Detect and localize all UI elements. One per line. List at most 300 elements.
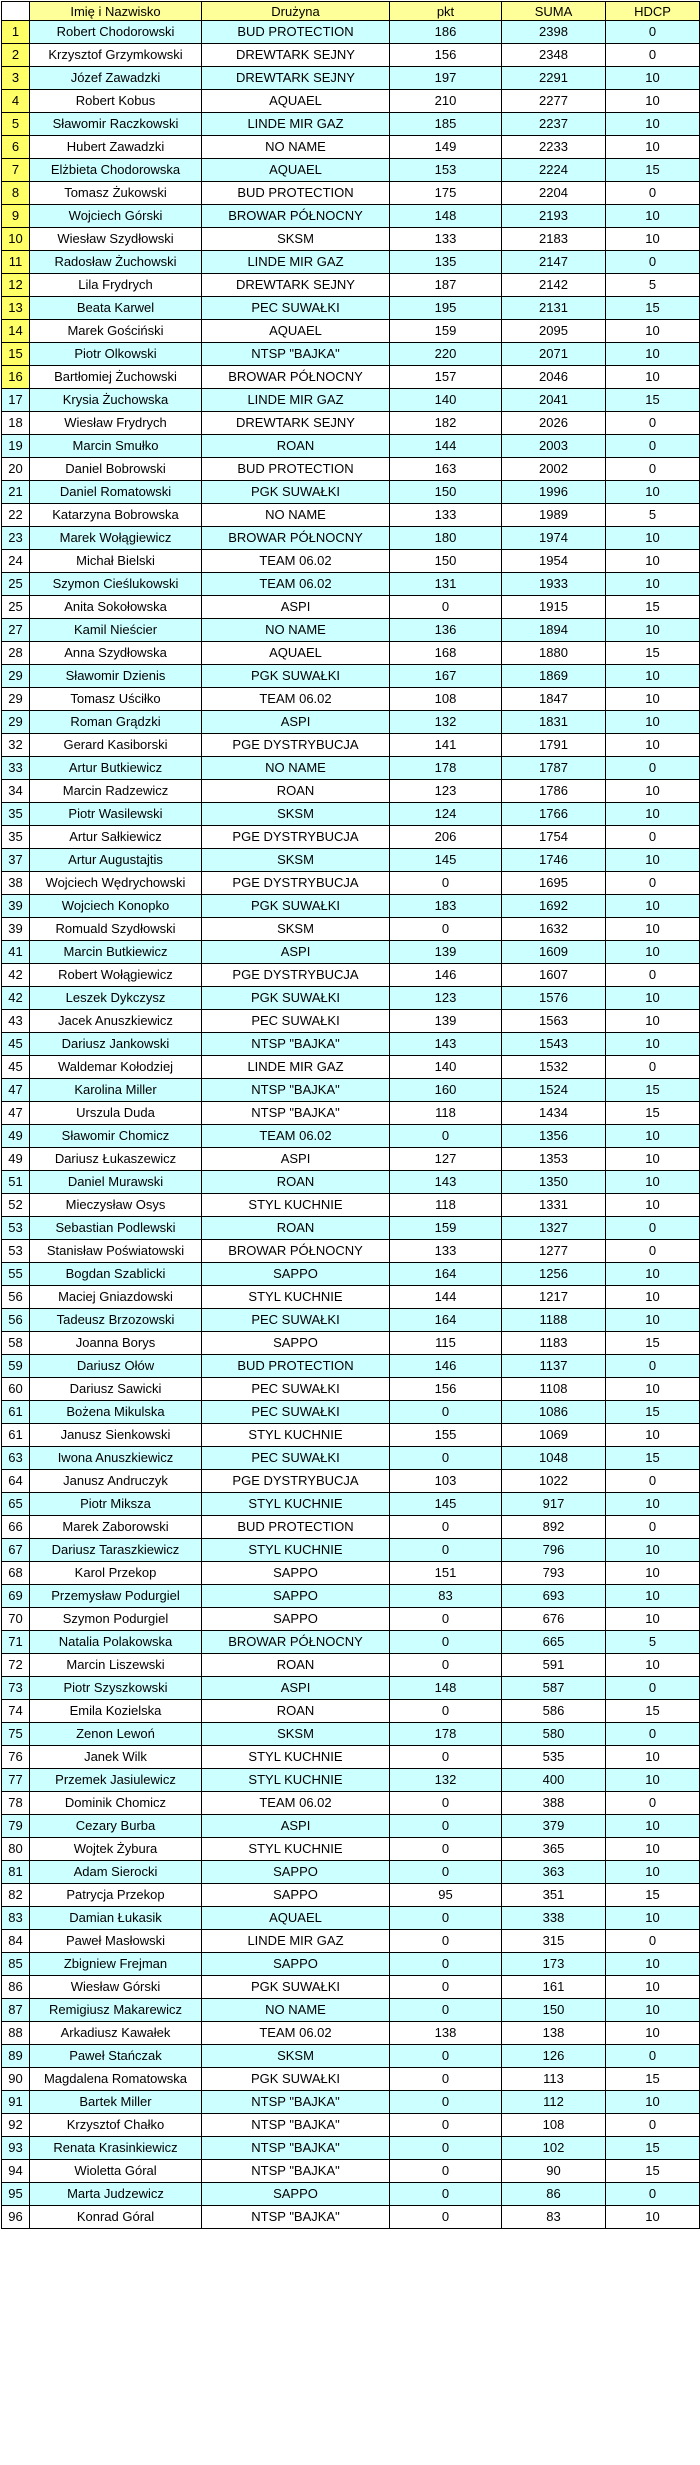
cell-pkt: 167: [390, 665, 502, 688]
cell-rank: 92: [2, 2114, 30, 2137]
cell-rank: 43: [2, 1010, 30, 1033]
cell-team: PGK SUWAŁKI: [202, 665, 390, 688]
cell-team: PGK SUWAŁKI: [202, 2068, 390, 2091]
cell-rank: 18: [2, 412, 30, 435]
cell-name: Stanisław Poświatowski: [30, 1240, 202, 1263]
cell-rank: 11: [2, 251, 30, 274]
cell-name: Artur Sałkiewicz: [30, 826, 202, 849]
table-row: [2, 1608, 700, 1631]
cell-name: Wojciech Konopko: [30, 895, 202, 918]
cell-rank: 93: [2, 2137, 30, 2160]
cell-hdcp: 10: [606, 481, 700, 504]
cell-rank: 9: [2, 205, 30, 228]
cell-suma: 1746: [502, 849, 606, 872]
cell-team: SKSM: [202, 918, 390, 941]
cell-team: STYL KUCHNIE: [202, 1746, 390, 1769]
cell-rank: 19: [2, 435, 30, 458]
cell-rank: 14: [2, 320, 30, 343]
cell-pkt: 144: [390, 435, 502, 458]
table-row: [2, 2183, 700, 2206]
cell-pkt: 0: [390, 2137, 502, 2160]
table-row: [2, 918, 700, 941]
cell-suma: 1791: [502, 734, 606, 757]
cell-hdcp: 10: [606, 665, 700, 688]
cell-rank: 72: [2, 1654, 30, 1677]
cell-name: Cezary Burba: [30, 1815, 202, 1838]
cell-pkt: 0: [390, 1907, 502, 1930]
table-row: [2, 642, 700, 665]
cell-hdcp: 10: [606, 1424, 700, 1447]
cell-rank: 49: [2, 1148, 30, 1171]
cell-suma: 351: [502, 1884, 606, 1907]
cell-rank: 87: [2, 1999, 30, 2022]
cell-suma: 1894: [502, 619, 606, 642]
cell-hdcp: 0: [606, 44, 700, 67]
cell-rank: 13: [2, 297, 30, 320]
cell-team: LINDE MIR GAZ: [202, 389, 390, 412]
table-row: [2, 1033, 700, 1056]
cell-name: Natalia Polakowska: [30, 1631, 202, 1654]
cell-suma: 1787: [502, 757, 606, 780]
cell-suma: 1831: [502, 711, 606, 734]
cell-suma: 102: [502, 2137, 606, 2160]
cell-hdcp: 0: [606, 1677, 700, 1700]
table-row: [2, 1861, 700, 1884]
cell-suma: 796: [502, 1539, 606, 1562]
cell-hdcp: 0: [606, 2114, 700, 2137]
cell-hdcp: 10: [606, 688, 700, 711]
cell-rank: 47: [2, 1079, 30, 1102]
cell-team: STYL KUCHNIE: [202, 1838, 390, 1861]
cell-name: Roman Grądzki: [30, 711, 202, 734]
cell-rank: 47: [2, 1102, 30, 1125]
cell-hdcp: 10: [606, 1815, 700, 1838]
cell-rank: 67: [2, 1539, 30, 1562]
cell-hdcp: 10: [606, 1286, 700, 1309]
cell-pkt: 138: [390, 2022, 502, 2045]
cell-suma: 2142: [502, 274, 606, 297]
cell-pkt: 185: [390, 113, 502, 136]
cell-team: STYL KUCHNIE: [202, 1769, 390, 1792]
table-row: [2, 1217, 700, 1240]
cell-pkt: 0: [390, 2091, 502, 2114]
cell-name: Dariusz Sawicki: [30, 1378, 202, 1401]
cell-name: Wiesław Frydrych: [30, 412, 202, 435]
cell-team: SKSM: [202, 1723, 390, 1746]
cell-pkt: 157: [390, 366, 502, 389]
cell-hdcp: 10: [606, 1861, 700, 1884]
cell-team: BROWAR PÓŁNOCNY: [202, 1631, 390, 1654]
cell-suma: 2026: [502, 412, 606, 435]
cell-name: Magdalena Romatowska: [30, 2068, 202, 2091]
cell-hdcp: 10: [606, 2022, 700, 2045]
cell-team: SKSM: [202, 228, 390, 251]
table-row: [2, 619, 700, 642]
cell-hdcp: 10: [606, 1746, 700, 1769]
cell-rank: 64: [2, 1470, 30, 1493]
table-row: [2, 1539, 700, 1562]
cell-team: PGE DYSTRYBUCJA: [202, 1470, 390, 1493]
cell-team: NO NAME: [202, 504, 390, 527]
table-row: [2, 320, 700, 343]
table-row: [2, 1654, 700, 1677]
cell-name: Waldemar Kołodziej: [30, 1056, 202, 1079]
cell-pkt: 187: [390, 274, 502, 297]
cell-hdcp: 15: [606, 1332, 700, 1355]
cell-team: NTSP "BAJKA": [202, 2114, 390, 2137]
cell-team: AQUAEL: [202, 159, 390, 182]
cell-hdcp: 15: [606, 2068, 700, 2091]
table-row: [2, 550, 700, 573]
cell-suma: 591: [502, 1654, 606, 1677]
cell-hdcp: 10: [606, 803, 700, 826]
table-row: [2, 1309, 700, 1332]
table-row: [2, 136, 700, 159]
cell-hdcp: 10: [606, 1838, 700, 1861]
cell-team: BUD PROTECTION: [202, 21, 390, 44]
cell-team: NO NAME: [202, 619, 390, 642]
cell-team: NTSP "BAJKA": [202, 2137, 390, 2160]
cell-rank: 66: [2, 1516, 30, 1539]
cell-rank: 58: [2, 1332, 30, 1355]
cell-name: Robert Chodorowski: [30, 21, 202, 44]
cell-hdcp: 0: [606, 2045, 700, 2068]
cell-pkt: 0: [390, 2160, 502, 2183]
table-row: [2, 389, 700, 412]
cell-hdcp: 10: [606, 1033, 700, 1056]
cell-name: Marek Wołągiewicz: [30, 527, 202, 550]
cell-pkt: 127: [390, 1148, 502, 1171]
cell-rank: 51: [2, 1171, 30, 1194]
table-row: [2, 504, 700, 527]
cell-name: Lila Frydrych: [30, 274, 202, 297]
cell-hdcp: 10: [606, 941, 700, 964]
cell-pkt: 0: [390, 1746, 502, 1769]
cell-suma: 2095: [502, 320, 606, 343]
table-row: [2, 274, 700, 297]
cell-rank: 2: [2, 44, 30, 67]
cell-rank: 3: [2, 67, 30, 90]
table-row: [2, 826, 700, 849]
cell-team: PGE DYSTRYBUCJA: [202, 964, 390, 987]
cell-suma: 1632: [502, 918, 606, 941]
cell-rank: 88: [2, 2022, 30, 2045]
cell-pkt: 210: [390, 90, 502, 113]
cell-pkt: 0: [390, 1447, 502, 1470]
cell-team: PEC SUWAŁKI: [202, 1378, 390, 1401]
cell-suma: 1989: [502, 504, 606, 527]
cell-team: ASPI: [202, 1148, 390, 1171]
cell-name: Paweł Masłowski: [30, 1930, 202, 1953]
cell-rank: 4: [2, 90, 30, 113]
header-name: Imię i Nazwisko: [30, 2, 202, 21]
table-row: [2, 2091, 700, 2114]
cell-name: Wiesław Górski: [30, 1976, 202, 1999]
cell-name: Karol Przekop: [30, 1562, 202, 1585]
cell-suma: 363: [502, 1861, 606, 1884]
cell-hdcp: 15: [606, 297, 700, 320]
cell-suma: 113: [502, 2068, 606, 2091]
cell-pkt: 150: [390, 481, 502, 504]
cell-rank: 45: [2, 1056, 30, 1079]
cell-rank: 17: [2, 389, 30, 412]
cell-pkt: 145: [390, 1493, 502, 1516]
cell-name: Bartek Miller: [30, 2091, 202, 2114]
cell-rank: 77: [2, 1769, 30, 1792]
cell-name: Artur Augustajtis: [30, 849, 202, 872]
cell-hdcp: 10: [606, 573, 700, 596]
cell-name: Marek Zaborowski: [30, 1516, 202, 1539]
cell-pkt: 95: [390, 1884, 502, 1907]
cell-pkt: 133: [390, 228, 502, 251]
table-row: [2, 343, 700, 366]
cell-name: Janusz Andruczyk: [30, 1470, 202, 1493]
cell-name: Wioletta Góral: [30, 2160, 202, 2183]
cell-name: Tomasz Uściłko: [30, 688, 202, 711]
cell-suma: 1350: [502, 1171, 606, 1194]
cell-pkt: 164: [390, 1309, 502, 1332]
cell-name: Dariusz Jankowski: [30, 1033, 202, 1056]
table-row: [2, 1516, 700, 1539]
cell-team: TEAM 06.02: [202, 1125, 390, 1148]
cell-suma: 338: [502, 1907, 606, 1930]
cell-rank: 69: [2, 1585, 30, 1608]
table-row: [2, 44, 700, 67]
cell-suma: 917: [502, 1493, 606, 1516]
cell-suma: 1356: [502, 1125, 606, 1148]
table-row: [2, 780, 700, 803]
table-row: [2, 366, 700, 389]
cell-team: ROAN: [202, 780, 390, 803]
cell-team: PEC SUWAŁKI: [202, 1447, 390, 1470]
cell-hdcp: 5: [606, 504, 700, 527]
cell-pkt: 149: [390, 136, 502, 159]
cell-rank: 81: [2, 1861, 30, 1884]
cell-suma: 1692: [502, 895, 606, 918]
cell-team: DREWTARK SEJNY: [202, 67, 390, 90]
cell-rank: 24: [2, 550, 30, 573]
cell-name: Tadeusz Brzozowski: [30, 1309, 202, 1332]
cell-pkt: 180: [390, 527, 502, 550]
cell-team: ASPI: [202, 1677, 390, 1700]
cell-pkt: 0: [390, 1401, 502, 1424]
cell-name: Piotr Wasilewski: [30, 803, 202, 826]
cell-pkt: 0: [390, 1953, 502, 1976]
cell-suma: 161: [502, 1976, 606, 1999]
cell-rank: 41: [2, 941, 30, 964]
cell-suma: 400: [502, 1769, 606, 1792]
cell-pkt: 159: [390, 1217, 502, 1240]
cell-name: Bartłomiej Żuchowski: [30, 366, 202, 389]
cell-team: NTSP "BAJKA": [202, 1033, 390, 1056]
cell-name: Marcin Liszewski: [30, 1654, 202, 1677]
cell-rank: 5: [2, 113, 30, 136]
cell-pkt: 0: [390, 1125, 502, 1148]
cell-suma: 693: [502, 1585, 606, 1608]
table-row: [2, 1263, 700, 1286]
cell-suma: 83: [502, 2206, 606, 2229]
cell-rank: 25: [2, 573, 30, 596]
cell-team: SAPPO: [202, 1585, 390, 1608]
cell-hdcp: 10: [606, 918, 700, 941]
cell-pkt: 140: [390, 1056, 502, 1079]
cell-rank: 42: [2, 987, 30, 1010]
cell-name: Marcin Radzewicz: [30, 780, 202, 803]
header-pkt: pkt: [390, 2, 502, 21]
cell-pkt: 197: [390, 67, 502, 90]
cell-pkt: 151: [390, 1562, 502, 1585]
cell-suma: 112: [502, 2091, 606, 2114]
cell-rank: 61: [2, 1401, 30, 1424]
table-row: [2, 1424, 700, 1447]
table-row: [2, 665, 700, 688]
cell-team: STYL KUCHNIE: [202, 1493, 390, 1516]
cell-hdcp: 15: [606, 389, 700, 412]
cell-hdcp: 15: [606, 159, 700, 182]
cell-hdcp: 15: [606, 1401, 700, 1424]
cell-hdcp: 0: [606, 964, 700, 987]
table-row: [2, 2137, 700, 2160]
cell-pkt: 186: [390, 21, 502, 44]
cell-hdcp: 10: [606, 136, 700, 159]
cell-hdcp: 10: [606, 1999, 700, 2022]
cell-pkt: 0: [390, 1999, 502, 2022]
cell-rank: 96: [2, 2206, 30, 2229]
cell-hdcp: 10: [606, 343, 700, 366]
cell-team: PGE DYSTRYBUCJA: [202, 872, 390, 895]
cell-hdcp: 10: [606, 550, 700, 573]
table-row: [2, 1769, 700, 1792]
cell-hdcp: 10: [606, 228, 700, 251]
table-row: [2, 251, 700, 274]
cell-pkt: 139: [390, 1010, 502, 1033]
cell-name: Sławomir Chomicz: [30, 1125, 202, 1148]
cell-suma: 1353: [502, 1148, 606, 1171]
cell-pkt: 195: [390, 297, 502, 320]
cell-suma: 388: [502, 1792, 606, 1815]
cell-pkt: 0: [390, 1861, 502, 1884]
table-row: [2, 1286, 700, 1309]
cell-name: Radosław Żuchowski: [30, 251, 202, 274]
cell-pkt: 148: [390, 1677, 502, 1700]
cell-team: SKSM: [202, 2045, 390, 2068]
header-hdcp: HDCP: [606, 2, 700, 21]
cell-name: Kamil Nieścier: [30, 619, 202, 642]
cell-pkt: 0: [390, 1792, 502, 1815]
table-row: [2, 1470, 700, 1493]
cell-suma: 365: [502, 1838, 606, 1861]
cell-hdcp: 0: [606, 826, 700, 849]
cell-pkt: 108: [390, 688, 502, 711]
table-row: [2, 182, 700, 205]
cell-team: NTSP "BAJKA": [202, 1079, 390, 1102]
cell-suma: 665: [502, 1631, 606, 1654]
cell-name: Janek Wilk: [30, 1746, 202, 1769]
cell-rank: 85: [2, 1953, 30, 1976]
cell-rank: 65: [2, 1493, 30, 1516]
table-row: [2, 2206, 700, 2229]
cell-name: Daniel Bobrowski: [30, 458, 202, 481]
cell-name: Piotr Szyszkowski: [30, 1677, 202, 1700]
table-row: [2, 297, 700, 320]
cell-rank: 12: [2, 274, 30, 297]
cell-team: PEC SUWAŁKI: [202, 1309, 390, 1332]
cell-rank: 25: [2, 596, 30, 619]
cell-name: Marek Gościński: [30, 320, 202, 343]
cell-team: SAPPO: [202, 1562, 390, 1585]
cell-pkt: 206: [390, 826, 502, 849]
cell-hdcp: 10: [606, 1769, 700, 1792]
cell-suma: 138: [502, 2022, 606, 2045]
cell-name: Michał Bielski: [30, 550, 202, 573]
cell-pkt: 103: [390, 1470, 502, 1493]
cell-team: SKSM: [202, 803, 390, 826]
cell-hdcp: 0: [606, 458, 700, 481]
cell-pkt: 155: [390, 1424, 502, 1447]
cell-name: Dominik Chomicz: [30, 1792, 202, 1815]
table-row: [2, 964, 700, 987]
cell-name: Józef Zawadzki: [30, 67, 202, 90]
cell-rank: 70: [2, 1608, 30, 1631]
cell-hdcp: 10: [606, 1562, 700, 1585]
cell-pkt: 0: [390, 1539, 502, 1562]
cell-name: Robert Wołągiewicz: [30, 964, 202, 987]
cell-hdcp: 10: [606, 320, 700, 343]
cell-team: BROWAR PÓŁNOCNY: [202, 205, 390, 228]
cell-suma: 793: [502, 1562, 606, 1585]
cell-name: Przemysław Podurgiel: [30, 1585, 202, 1608]
cell-rank: 35: [2, 826, 30, 849]
cell-hdcp: 15: [606, 596, 700, 619]
cell-name: Remigiusz Makarewicz: [30, 1999, 202, 2022]
cell-hdcp: 10: [606, 1171, 700, 1194]
cell-suma: 1915: [502, 596, 606, 619]
cell-suma: 2237: [502, 113, 606, 136]
table-row: [2, 1884, 700, 1907]
cell-rank: 84: [2, 1930, 30, 1953]
cell-suma: 1954: [502, 550, 606, 573]
cell-name: Zbigniew Frejman: [30, 1953, 202, 1976]
cell-rank: 82: [2, 1884, 30, 1907]
cell-name: Maciej Gniazdowski: [30, 1286, 202, 1309]
cell-name: Marcin Smułko: [30, 435, 202, 458]
cell-rank: 95: [2, 2183, 30, 2206]
cell-hdcp: 15: [606, 2137, 700, 2160]
cell-team: ROAN: [202, 1700, 390, 1723]
cell-name: Krysia Żuchowska: [30, 389, 202, 412]
cell-suma: 2291: [502, 67, 606, 90]
cell-name: Daniel Romatowski: [30, 481, 202, 504]
cell-hdcp: 5: [606, 274, 700, 297]
cell-rank: 52: [2, 1194, 30, 1217]
cell-suma: 580: [502, 1723, 606, 1746]
cell-pkt: 118: [390, 1102, 502, 1125]
header-team: Drużyna: [202, 2, 390, 21]
cell-rank: 56: [2, 1309, 30, 1332]
cell-rank: 83: [2, 1907, 30, 1930]
cell-suma: 126: [502, 2045, 606, 2068]
cell-suma: 1766: [502, 803, 606, 826]
cell-rank: 90: [2, 2068, 30, 2091]
cell-name: Szymon Podurgiel: [30, 1608, 202, 1631]
cell-name: Jacek Anuszkiewicz: [30, 1010, 202, 1033]
table-row: [2, 872, 700, 895]
cell-team: LINDE MIR GAZ: [202, 1930, 390, 1953]
cell-team: PGK SUWAŁKI: [202, 481, 390, 504]
table-row: [2, 1493, 700, 1516]
cell-team: SKSM: [202, 849, 390, 872]
table-row: [2, 757, 700, 780]
